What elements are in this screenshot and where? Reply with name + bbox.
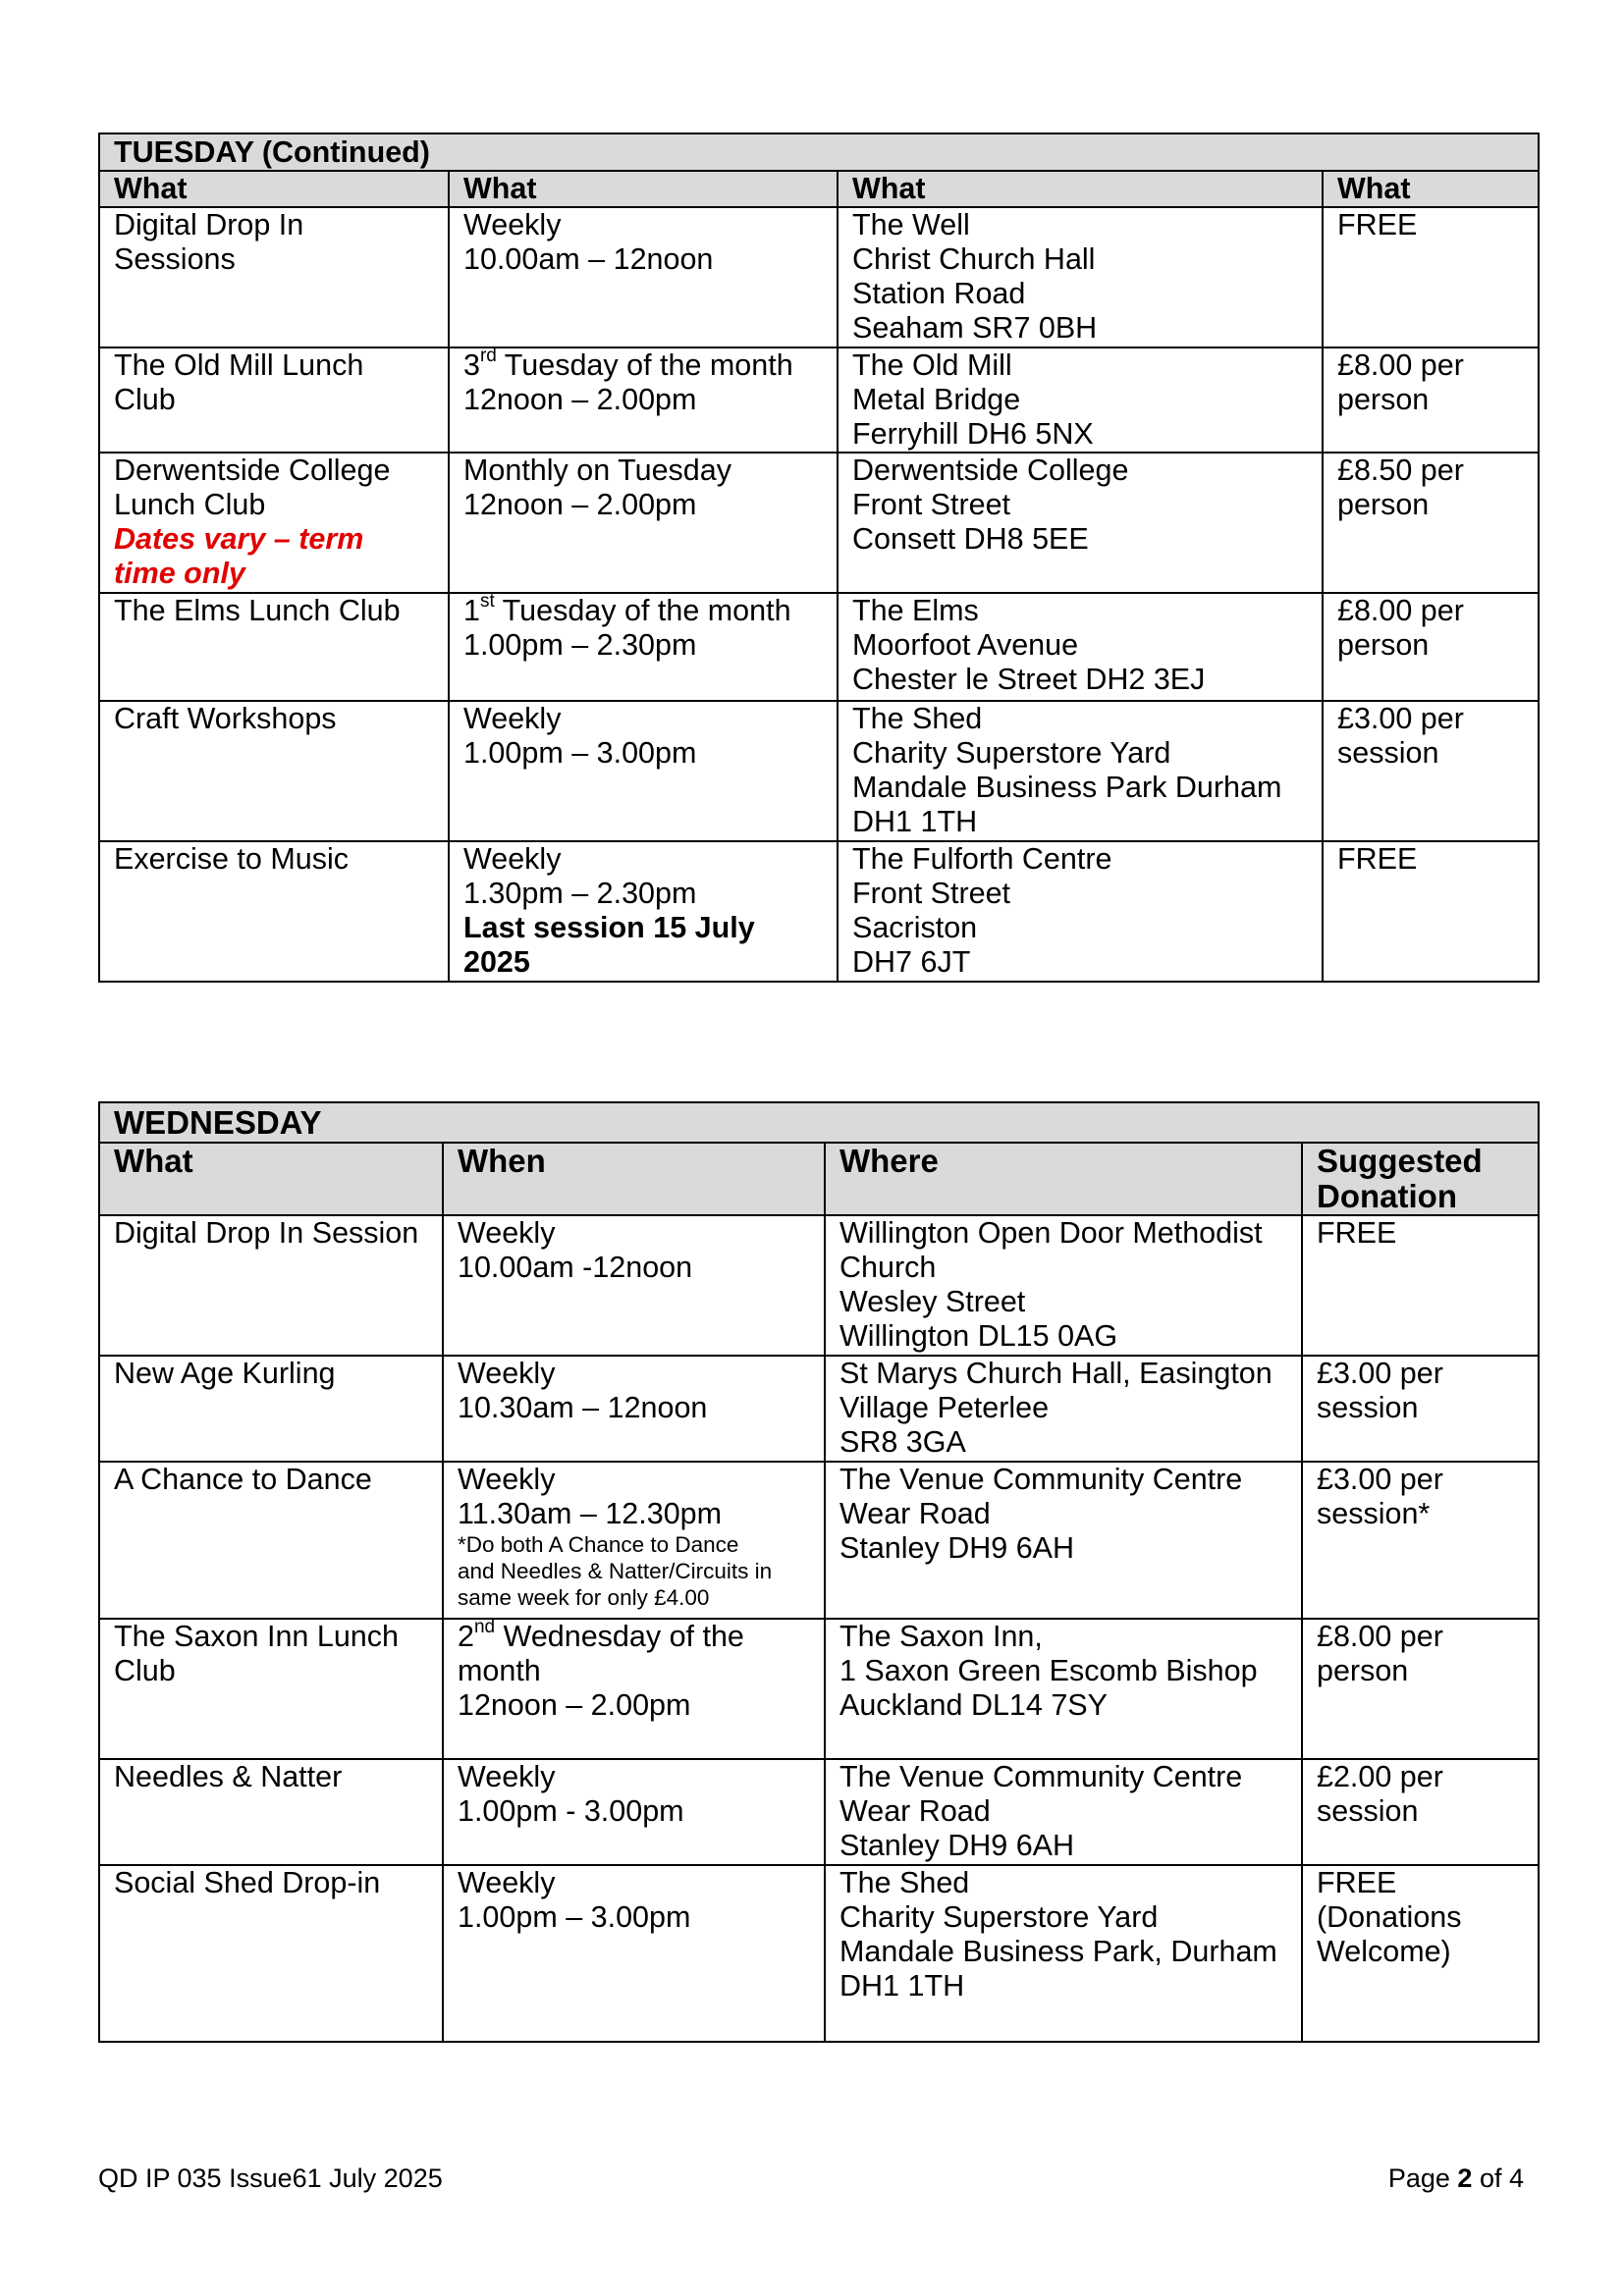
donation-cell [1323,453,1539,593]
table-row [99,1356,1539,1462]
activity-name: The Saxon Inn Lunch [114,1620,399,1653]
donation-cell [1302,1356,1539,1462]
when-cell [449,590,838,701]
what-cell [99,1759,443,1865]
column-header: When [443,1143,825,1215]
schedule-note: Last session 15 July [463,911,755,944]
donation-line: £8.00 per [1337,348,1464,382]
donation-line: session [1317,1391,1419,1424]
where-cell [838,347,1323,453]
ordinal-number: 3 [463,348,480,382]
address-line: Charity Superstore Yard [839,1900,1159,1934]
address-line: The Fulforth Centre [852,842,1112,876]
table-row [99,593,1539,701]
schedule-line: 10.00am – 12noon [463,242,714,276]
donation-cell [1302,1759,1539,1865]
donation-cell [1302,1462,1539,1619]
ordinal-text: Tuesday of the month [496,348,793,382]
address-line: SR8 3GA [839,1425,966,1459]
schedule-line: 12noon – 2.00pm [463,383,697,416]
address-line: Station Road [852,277,1026,310]
offer-note: *Do both A Chance to Dance [458,1532,739,1557]
table-row [99,347,1539,453]
where-cell [838,453,1323,593]
column-header: Where [825,1143,1302,1215]
when-cell [449,453,838,593]
address-line: The Shed [839,1866,970,1899]
activity-name: The Old Mill Lunch [114,348,364,382]
address-line: Front Street [852,877,1011,910]
donation-line: session* [1317,1497,1431,1530]
schedule-line: Weekly [463,208,562,241]
schedule-line: Weekly [458,1357,556,1390]
wednesday-schedule-table [98,1101,1540,2043]
address-line: The Venue Community Centre [839,1760,1243,1793]
when-cell [443,1759,825,1865]
ordinal-number: 2 [458,1620,474,1653]
what-cell [99,701,449,841]
when-ordinal-line [463,590,837,628]
what-cell [99,207,449,347]
activity-name: Club [114,1654,176,1687]
schedule-line: 10.00am -12noon [458,1251,693,1284]
schedule-line: Weekly [463,702,562,735]
address-line: 1 Saxon Green Escomb Bishop [839,1654,1258,1687]
schedule-line: 11.30am – 12.30pm [458,1497,723,1530]
donation-cell [1323,347,1539,453]
activity-name: A Chance to Dance [114,1463,372,1496]
address-line: Consett DH8 5EE [852,522,1089,556]
donation-line: person [1337,628,1430,662]
schedule-line: 1.00pm – 3.00pm [463,736,697,770]
column-header: What [1323,171,1539,207]
table-row [99,1462,1539,1619]
schedule-line: 12noon – 2.00pm [458,1688,691,1722]
address-line: Front Street [852,488,1011,521]
address-line: Mandale Business Park, Durham [839,1935,1277,1968]
donation-line: person [1337,383,1430,416]
offer-note: same week for only £4.00 [458,1585,710,1610]
activity-name: Derwentside College [114,454,391,487]
donation-cell [1323,207,1539,347]
donation-line: FREE [1337,842,1418,876]
page-total: 4 [1508,2163,1524,2193]
donation-line: session [1337,736,1439,770]
schedule-line: Weekly [458,1216,556,1250]
donation-line: £3.00 per [1317,1463,1443,1496]
column-header: What [99,1143,443,1215]
address-line: Derwentside College [852,454,1129,487]
what-cell [99,453,449,593]
offer-note: and Needles & Natter/Circuits in [458,1559,773,1583]
address-line: Willington DL15 0AG [839,1319,1118,1353]
when-cell [449,347,838,453]
ordinal-suffix: nd [473,1616,496,1637]
where-cell [825,1619,1302,1759]
address-line: Village Peterlee [839,1391,1050,1424]
activity-name: Sessions [114,242,236,276]
address-line: Stanley DH9 6AH [839,1829,1075,1862]
activity-note: time only [114,557,245,590]
what-cell [99,1619,443,1759]
schedule-note: 2025 [463,945,530,979]
donation-line: session [1317,1794,1419,1828]
activity-name: Club [114,383,176,416]
activity-name: Exercise to Music [114,842,349,876]
table-row [99,453,1539,593]
donation-line: FREE [1317,1866,1397,1899]
address-line: Moorfoot Avenue [852,628,1079,662]
when-ordinal-line [458,1616,824,1654]
schedule-line: 1.30pm – 2.30pm [463,877,697,910]
donation-line: (Donations [1317,1900,1462,1934]
where-cell [838,593,1323,701]
table-row [99,1865,1539,2042]
where-cell [838,207,1323,347]
when-cell [443,1616,825,1759]
activity-name: The Elms Lunch Club [114,594,401,627]
schedule-line: 12noon – 2.00pm [463,488,697,521]
where-cell [825,1462,1302,1619]
table-row [99,701,1539,841]
donation-cell [1302,1215,1539,1356]
tuesday-schedule-table [98,133,1540,983]
activity-name: Needles & Natter [114,1760,343,1793]
activity-name: Digital Drop In [114,208,304,241]
table-row [99,841,1539,982]
where-cell [838,701,1323,841]
donation-line: person [1337,488,1430,521]
activity-name: Social Shed Drop-in [114,1866,381,1899]
page-current: 2 [1457,2163,1473,2193]
when-cell [449,841,838,982]
address-line: Ferryhill DH6 5NX [852,417,1094,451]
address-line: Chester le Street DH2 3EJ [852,663,1206,696]
donation-line: FREE [1317,1216,1397,1250]
donation-cell [1323,841,1539,982]
page-number [1388,2163,1524,2194]
address-line: Wear Road [839,1497,991,1530]
donation-line: £8.00 per [1337,594,1464,627]
address-line: The Elms [852,594,979,627]
address-line: The Shed [852,702,983,735]
when-cell [443,1215,825,1356]
document-reference: QD IP 035 Issue61 July 2025 [98,2163,443,2193]
ordinal-text: Wednesday of the [495,1620,744,1653]
schedule-line: 10.30am – 12noon [458,1391,708,1424]
donation-line: £8.50 per [1337,454,1464,487]
schedule-line: Weekly [463,842,562,876]
donation-cell [1323,593,1539,701]
schedule-line: Weekly [458,1866,556,1899]
table-row [99,1619,1539,1759]
activity-name: Digital Drop In Session [114,1216,419,1250]
donation-line: £2.00 per [1317,1760,1443,1793]
table-row [99,1215,1539,1356]
where-cell [825,1865,1302,2042]
what-cell [99,1356,443,1462]
schedule-line: 1.00pm – 2.30pm [463,628,697,662]
address-line: Stanley DH9 6AH [839,1531,1075,1565]
where-cell [825,1215,1302,1356]
address-line: Wesley Street [839,1285,1026,1318]
donation-cell [1302,1619,1539,1759]
address-line: Christ Church Hall [852,242,1096,276]
activity-note: Dates vary – term [114,522,364,556]
schedule-line: Monthly on Tuesday [463,454,731,487]
what-cell [99,841,449,982]
address-line: Mandale Business Park Durham [852,771,1282,804]
table-title: TUESDAY (Continued) [99,133,1539,171]
ordinal-number: 1 [463,594,480,627]
schedule-line: 1.00pm – 3.00pm [458,1900,691,1934]
address-line: The Old Mill [852,348,1012,382]
donation-line: FREE [1337,208,1418,241]
address-line: Seaham SR7 0BH [852,311,1098,345]
ordinal-suffix: st [479,590,495,612]
when-cell [443,1865,825,2042]
activity-name: Craft Workshops [114,702,337,735]
address-line: The Well [852,208,970,241]
ordinal-suffix: rd [479,345,497,366]
address-line: Metal Bridge [852,383,1021,416]
address-line: St Marys Church Hall, Easington [839,1357,1272,1390]
ordinal-text: Tuesday of the month [494,594,791,627]
what-cell [99,1462,443,1619]
what-cell [99,593,449,701]
schedule-line: Weekly [458,1760,556,1793]
when-cell [443,1462,825,1619]
donation-line: £3.00 per [1317,1357,1443,1390]
address-line: Charity Superstore Yard [852,736,1171,770]
when-cell [443,1356,825,1462]
where-cell [838,841,1323,982]
table-row [99,207,1539,347]
activity-name: New Age Kurling [114,1357,336,1390]
what-cell [99,1865,443,2042]
address-line: DH1 1TH [839,1969,965,2002]
when-ordinal-line [463,345,837,383]
address-line: Church [839,1251,937,1284]
donation-line: Welcome) [1317,1935,1451,1968]
address-line: DH7 6JT [852,945,971,979]
when-cell [449,207,838,347]
column-header: Suggested Donation [1302,1143,1539,1215]
what-cell [99,347,449,453]
table-row [99,1759,1539,1865]
address-line: Willington Open Door Methodist [839,1216,1263,1250]
page-prefix: Page [1387,2163,1458,2193]
donation-line: person [1317,1654,1409,1687]
donation-cell [1302,1865,1539,2042]
donation-cell [1323,701,1539,841]
column-header: What [449,171,838,207]
donation-line: £8.00 per [1317,1620,1443,1653]
address-line: Wear Road [839,1794,991,1828]
where-cell [825,1356,1302,1462]
address-line: The Saxon Inn, [839,1620,1043,1653]
address-line: The Venue Community Centre [839,1463,1243,1496]
when-cell [449,701,838,841]
address-line: DH1 1TH [852,805,978,838]
activity-name: Lunch Club [114,488,266,521]
where-cell [825,1759,1302,1865]
column-header: What [99,171,449,207]
column-header: What [838,171,1323,207]
address-line: Auckland DL14 7SY [839,1688,1108,1722]
schedule-line: Weekly [458,1463,556,1496]
table-title: WEDNESDAY [99,1102,1539,1143]
schedule-line: 1.00pm - 3.00pm [458,1794,684,1828]
address-line: Sacriston [852,911,978,944]
what-cell [99,1215,443,1356]
schedule-line: month [458,1654,541,1687]
donation-line: £3.00 per [1337,702,1464,735]
page-mid: of [1472,2163,1509,2193]
